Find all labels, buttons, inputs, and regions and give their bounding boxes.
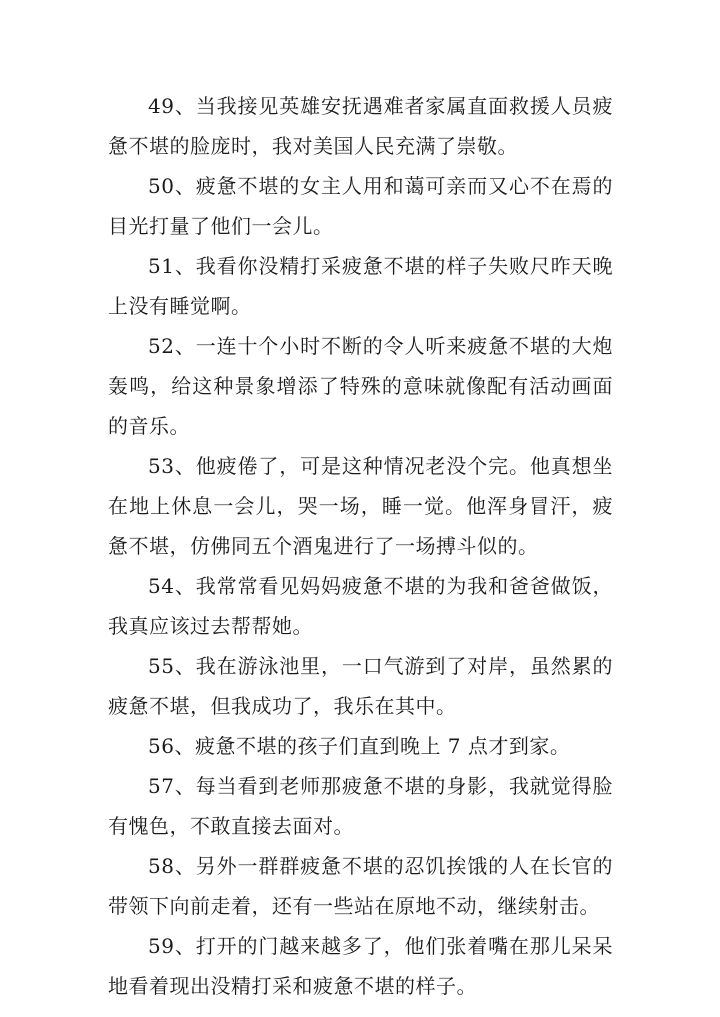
paragraph-58: 58、另外一群群疲惫不堪的忍饥挨饿的人在长官的带领下向前走着，还有一些站在原地不动，继续射击。 <box>108 854 613 918</box>
paragraph-54: 54、我常常看见妈妈疲惫不堪的为我和爸爸做饭，我真应该过去帮帮她。 <box>108 574 613 638</box>
paragraph-59: 59、打开的门越来越多了，他们张着嘴在那儿呆呆地看着现出没精打采和疲惫不堪的样子。 <box>108 934 613 998</box>
paragraph-49: 49、当我接见英雄安抚遇难者家属直面救援人员疲惫不堪的脸庞时，我对美国人民充满了崇敬。 <box>108 94 613 158</box>
paragraph-50: 50、疲惫不堪的女主人用和蔼可亲而又心不在焉的目光打量了他们一会儿。 <box>108 174 613 238</box>
paragraph-57: 57、每当看到老师那疲惫不堪的身影，我就觉得脸有愧色，不敢直接去面对。 <box>108 774 613 838</box>
paragraph-55: 55、我在游泳池里，一口气游到了对岸，虽然累的疲惫不堪，但我成功了，我乐在其中。 <box>108 654 613 718</box>
paragraph-53: 53、他疲倦了，可是这种情况老没个完。他真想坐在地上休息一会儿，哭一场，睡一觉。他浑身冒汗，疲惫不堪，仿佛同五个酒鬼进行了一场搏斗似的。 <box>108 454 613 558</box>
paragraph-56: 56、疲惫不堪的孩子们直到晚上 7 点才到家。 <box>148 734 571 758</box>
document-body <box>108 86 613 1006</box>
paragraph-52: 52、一连十个小时不断的令人听来疲惫不堪的大炮轰鸣，给这种景象增添了特殊的意味就像配有活动画面的音乐。 <box>108 334 613 438</box>
paragraph-51: 51、我看你没精打采疲惫不堪的样子失败尺昨天晚上没有睡觉啊。 <box>108 254 613 318</box>
